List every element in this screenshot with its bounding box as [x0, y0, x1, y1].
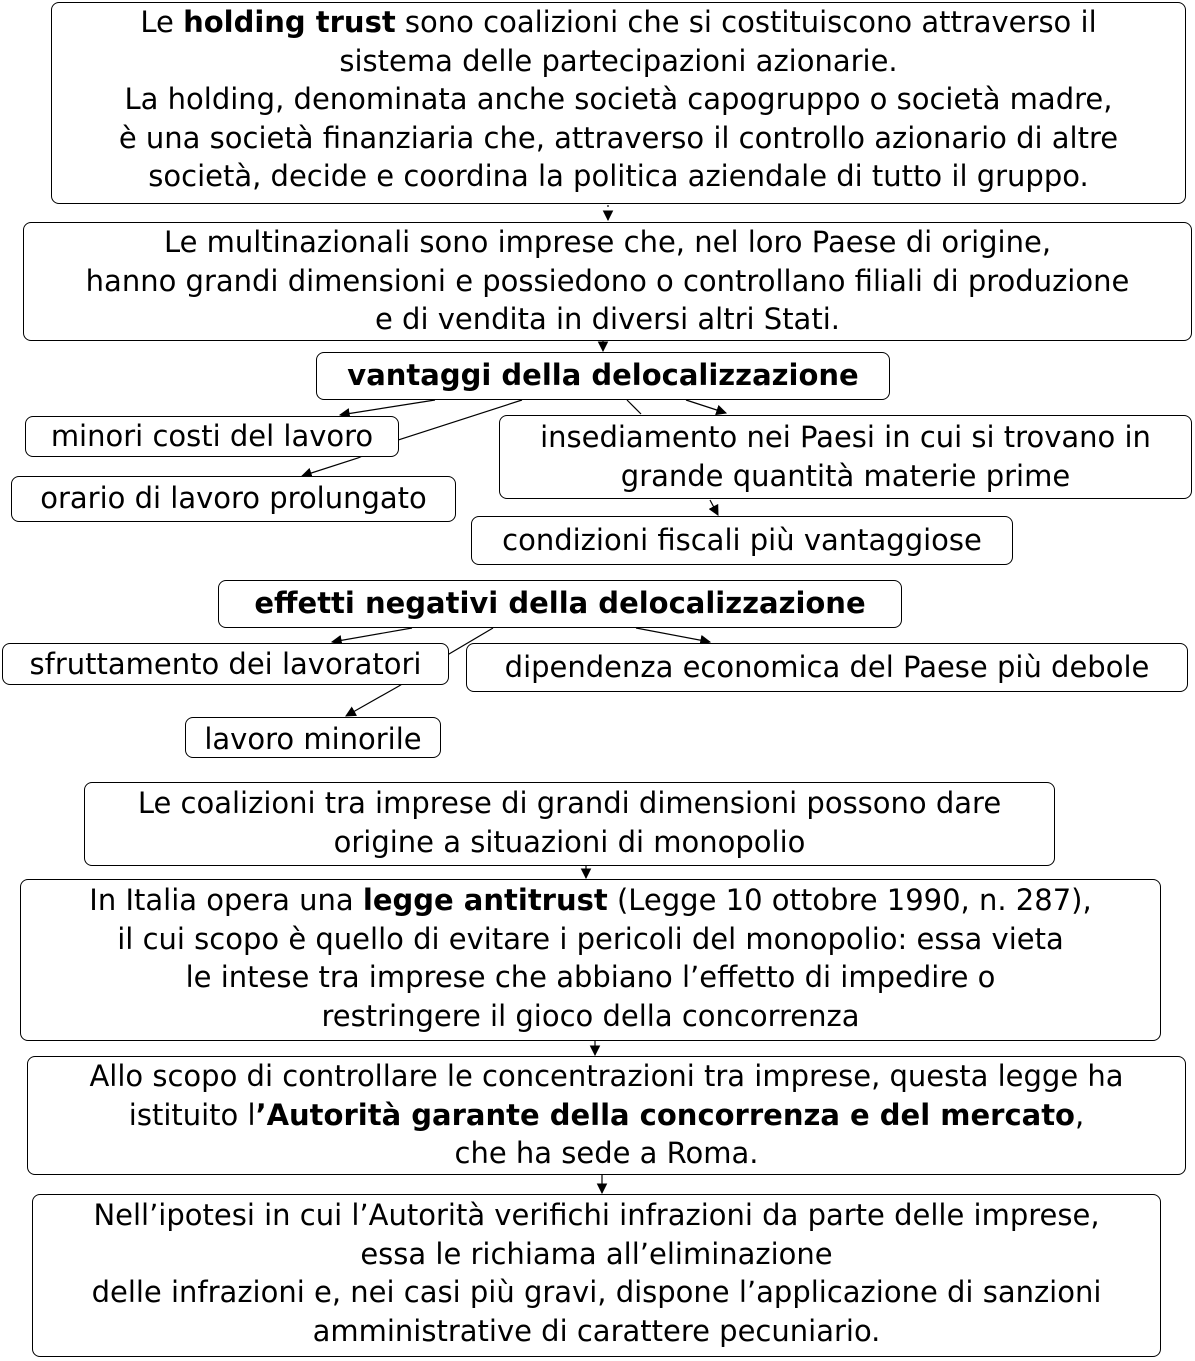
keyword-autorita-garante: ’Autorità garante della concorrenza e del mercato [255, 1097, 1075, 1132]
link-effetti-dipendenza [636, 628, 710, 642]
keyword-legge-antitrust: legge antitrust [362, 883, 608, 917]
node-effetti-negativi-delocalizzazione: effetti negativi della delocalizzazione [218, 580, 902, 628]
node-orario-lavoro-prolungato: orario di lavoro prolungato [11, 476, 456, 522]
node-lavoro-minorile: lavoro minorile [185, 717, 441, 758]
node-minori-costi-lavoro: minori costi del lavoro [25, 416, 399, 457]
node-holding-trust: Le holding trust sono coalizioni che si costituiscono attraverso il sistema delle partecipazioni azionarie. La holding, denominata anche società capogruppo o società madre, è una società finanziaria che, attraverso il controllo azionario di altre società, decide e coordina la politica aziendale di tutto il gruppo. [51, 2, 1186, 204]
link-insediamento-condizioni [710, 500, 718, 515]
link-vantaggi-insediamento-b [686, 400, 726, 413]
node-multinazionali: Le multinazionali sono imprese che, nel loro Paese di origine, hanno grandi dimensioni e possiedono o controllano filiali di produzione e di vendita in diversi altri Stati. [23, 222, 1192, 341]
link-vantaggi-insediamento-a [627, 400, 641, 414]
node-ipotesi-sanzioni: Nell’ipotesi in cui l’Autorità verifichi infrazioni da parte delle imprese, essa le richiama all’eliminazione delle infrazioni e, nei casi più gravi, dispone l’applicazione di sanzioni amministrative di carattere pecuniario. [32, 1194, 1161, 1357]
node-autorita-garante: Allo scopo di controllare le concentrazioni tra imprese, questa legge ha istituito l’Autorità garante della concorrenza e del mercato, che ha sede a Roma. [27, 1056, 1186, 1175]
link-vantaggi-minori-costi [340, 400, 435, 415]
node-vantaggi-delocalizzazione: vantaggi della delocalizzazione [316, 352, 890, 400]
node-dipendenza-economica: dipendenza economica del Paese più debole [466, 643, 1188, 692]
node-sfruttamento-lavoratori: sfruttamento dei lavoratori [2, 643, 449, 685]
keyword-holding-trust: holding trust [183, 5, 396, 39]
link-effetti-sfruttamento [332, 628, 412, 642]
node-insediamento-materie-prime: insediamento nei Paesi in cui si trovano in grande quantità materie prime [499, 415, 1192, 499]
node-condizioni-fiscali: condizioni fiscali più vantaggiose [471, 516, 1013, 565]
node-legge-antitrust: In Italia opera una legge antitrust (Legge 10 ottobre 1990, n. 287), il cui scopo è quello di evitare i pericoli del monopolio: essa vieta le intese tra imprese che abbiano l’effetto di impedire o restringere il gioco della concorrenza [20, 879, 1161, 1041]
node-coalizioni-monopolio: Le coalizioni tra imprese di grandi dimensioni possono dare origine a situazioni di monopolio [84, 782, 1055, 866]
